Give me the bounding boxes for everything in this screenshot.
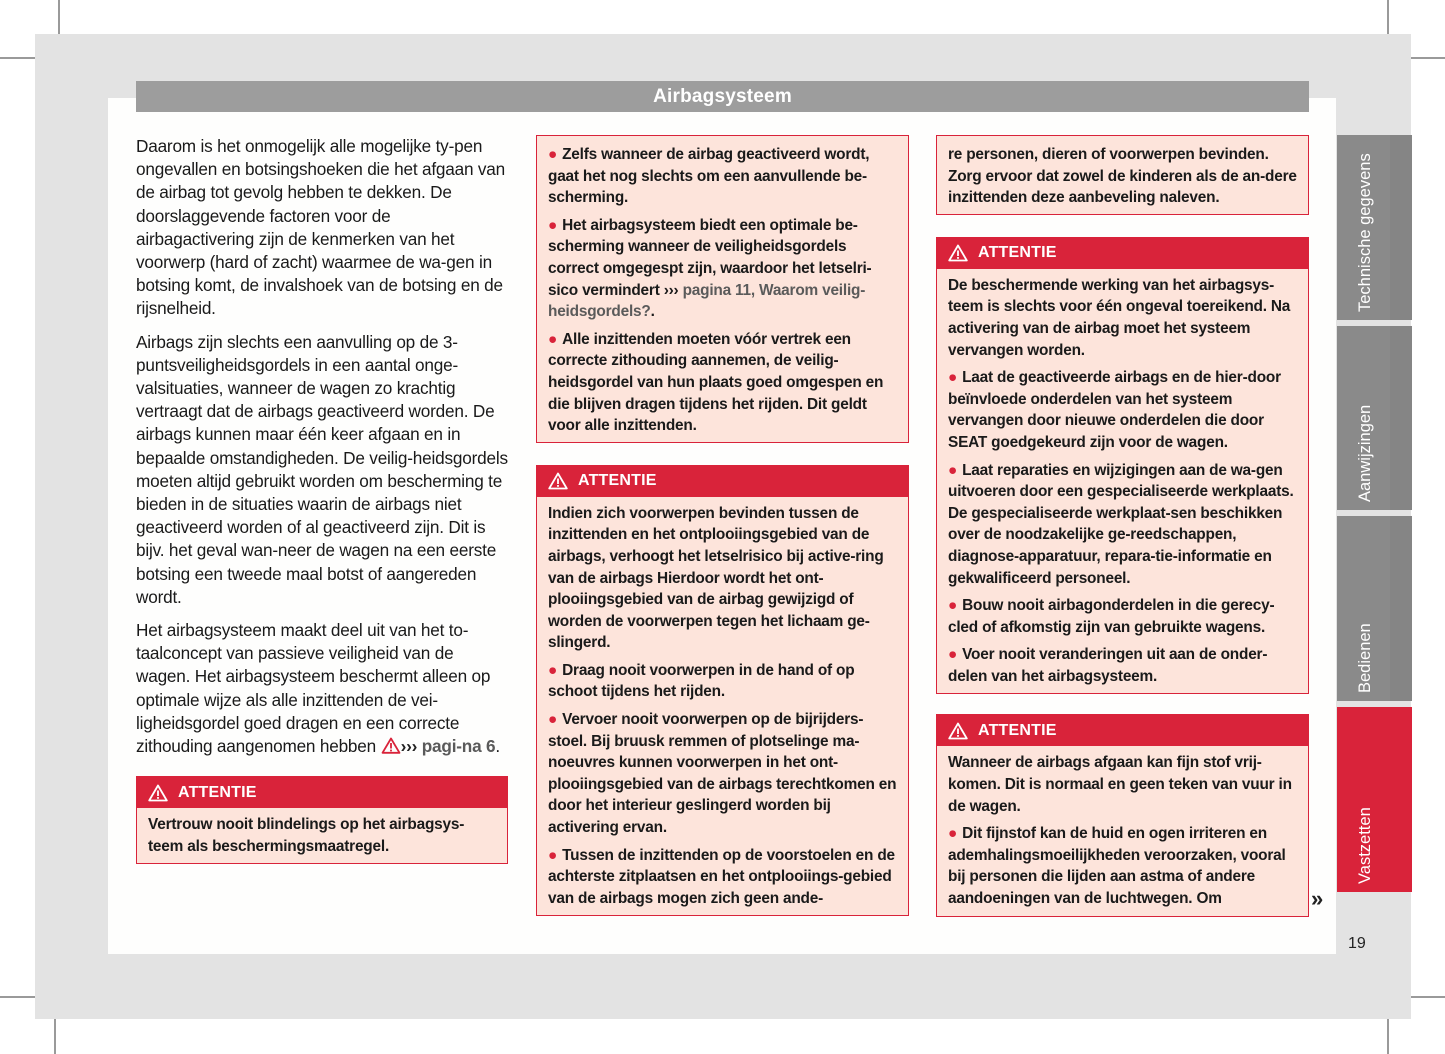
bullet-item [948,367,1297,453]
bullet-item [948,460,1297,590]
bullet-text: Bouw nooit airbagonderdelen in die gerecy-cled of afkomstig zijn van gebruikte wagens. [948,597,1275,636]
side-tab-label: Aanwijzingen [1356,404,1374,502]
bullet-icon: ● [548,330,558,348]
column-2 [536,135,909,936]
side-tab-bedienen[interactable] [1337,516,1412,701]
paragraph [136,619,508,758]
bullet-icon: ● [948,825,958,843]
reference-arrow-icon: ››› [400,736,418,757]
page-number: 19 [1348,935,1366,952]
bullet-item [548,215,897,323]
warning-triangle-icon [381,737,401,754]
tab-shade [1390,516,1412,701]
bullet-item [548,660,897,703]
punctuation: . [495,736,500,757]
bullet-item [548,144,897,209]
side-tab-vastzetten[interactable] [1337,707,1412,892]
column-3 [936,135,1309,937]
continue-arrow-icon: » [1311,886,1324,911]
tab-shade [1390,135,1412,320]
tab-shade [1390,326,1412,510]
bullet-icon: ● [548,846,558,864]
warning-box [536,465,909,917]
paragraph-text: Het airbagsysteem maakt deel uit van het to-taalconcept van passieve veiligheid van de wagen. Het airbagsysteem beschermt alleen op optimale wijze als alle inzittenden de vei-ligheidsgordel goed dragen en een correcte zithouding aangenomen hebben [136,620,491,757]
warning-triangle-icon [948,244,968,262]
bullet-icon: ● [548,216,558,234]
bullet-item [548,709,897,839]
warning-heading: ATTENTIE [978,244,1057,262]
warning-box-header [137,777,507,808]
warning-box-body [537,136,908,442]
bullet-text: Tussen de inzittenden op de voorstoelen en de achterste zitplaatsen en het ontplooiings-gebied van de airbags mogen zich geen ande- [548,846,895,907]
warning-triangle-icon [548,472,568,490]
bullet-text: Dit fijnstof kan de huid en ogen irriteren en ademhalingsmoeilijkheden veroorzaken, vooral bij personen die lijden aan astma of andere aandoeningen van de luchtwegen. Om [948,825,1286,908]
warning-heading: ATTENTIE [178,783,257,801]
bullet-item [948,823,1297,909]
reference-arrow-icon: ››› [663,281,679,299]
warning-box-body [137,808,507,863]
warning-box-continued [536,135,909,443]
warning-text: re personen, dieren of voorwerpen bevinden. Zorg ervoor dat zowel de kinderen als de an-dere inzittenden deze aanbeveling naleven. [948,146,1297,207]
bullet-text: Het airbagsysteem biedt een optimale be-scherming wanneer de veiligheidsgordels correct omgegespt zijn, waardoor het letselri-sico vermindert [548,216,872,299]
side-tab-label: Bedienen [1356,623,1374,693]
paragraph: Airbags zijn slechts een aanvulling op de 3-puntsveiligheidsgordels in een aantal onge-valsituaties, wanneer de wagen zo krachtig vertraagt dat de airbags geactiveerd worden. De airbags kunnen maar één keer afgaan en in bepaalde omstandigheden. De veilig-heidsgordels moeten altijd gebruikt worden om bescherming te bieden in de situaties waarin de airbags niet geactiveerd worden of al geactiveerd zijn. Dit is bijv. het geval wan-neer de wagen na een eerste botsing een tweede maal botst of aangereden wordt. [136,331,508,607]
warning-text: Vertrouw nooit blindelings op het airbagsys-teem als beschermingsmaatregel. [148,816,465,855]
warning-box [936,237,1309,695]
warning-intro: Wanneer de airbags afgaan kan fijn stof vrij-komen. Dit is normaal en geen teken van vuur in de wagen. [948,754,1292,815]
bullet-text: Voer nooit veranderingen uit aan de onder-delen van het airbagsysteem. [948,646,1268,685]
side-tab-aanwijzingen[interactable] [1337,326,1412,510]
crop-mark [0,57,40,59]
warning-box-body [937,746,1308,915]
bullet-item [948,595,1297,638]
warning-box [136,776,508,864]
punctuation: . [650,303,655,321]
warning-box-header [937,715,1308,746]
bullet-icon: ● [548,711,558,729]
crop-mark [0,996,40,998]
bullet-icon: ● [948,646,958,664]
side-tab-label: Technische gegevens [1356,153,1374,312]
bullet-text: Laat de geactiveerde airbags en de hier-door beïnvloede onderdelen van het systeem vervangen door nieuwe onderdelen die door SEAT goedgekeurd zijn voor de wagen. [948,369,1281,451]
warning-intro: Indien zich voorwerpen bevinden tussen de inzittenden en het ontplooiingsgebied van de airbags, verhoogt het letselrisico bij active-ring van de airbags Hierdoor wordt het ont-plooiingsgebied van de airbag gewijzigd of worden de voorwerpen tegen het lichaam ge-slingerd. [548,504,884,652]
warning-intro: De beschermende werking van het airbagsys-teem is slechts voor één ongeval toereikend. Na activering van de airbag moet het systeem vervangen worden. [948,276,1291,359]
bullet-text: Alle inzittenden moeten vóór vertrek een correcte zithouding aannemen, de veilig-heidsgordel van hun plaats goed omgespen en die blijven dragen tijdens het rijden. Dit geldt voor alle inzittenden. [548,330,884,435]
bullet-text: Draag nooit voorwerpen in de hand of op schoot tijdens het rijden. [548,661,855,701]
warning-box [936,714,1309,916]
warning-box-body [937,136,1308,214]
page-reference-link[interactable]: pagina 11, Waarom veilig-heidsgordels? [548,281,866,321]
column-1 [136,135,508,884]
warning-box-body [937,269,1308,694]
bullet-item [548,329,897,437]
bullet-text: Laat reparaties en wijzigingen aan de wa-gen uitvoeren door een gespecialiseerde werkplaats. De gespecialiseerde werkplaat-sen beschikken over de noodzakelijke ge-reedschappen, diagnose-apparatuur, repara-tie-informatie en gekwalificeerd personeel. [948,461,1294,587]
warning-heading: ATTENTIE [578,472,657,490]
side-tab-label: Vastzetten [1356,807,1374,884]
bullet-item [548,845,897,910]
bullet-text: Zelfs wanneer de airbag geactiveerd wordt, gaat het nog slechts om een aanvullende be-scherming. [548,146,870,207]
bullet-text: Vervoer nooit voorwerpen op de bijrijders-stoel. Bij bruusk remmen of plotselinge ma-noeuvres kunnen voorwerpen in het ont-plooiingsgebied van de airbags terechtkomen en door het interieur geslingerd worden bij activering ervan. [548,711,897,837]
section-title: Airbagsysteem [136,81,1309,112]
page-reference-link[interactable]: pagi-na 6 [421,736,496,757]
paragraph: Daarom is het onmogelijk alle mogelijke ty-pen ongevallen en botsingshoeken die het afgaan van de airbag tot gevolg hebben te dekken. De doorslaggevende factoren voor de airbagactivering zijn de kenmerken van het voorwerp (hard of zacht) waarmee de wa-gen in botsing komt, de invalshoek van de botsing en de rijsnelheid. [136,136,506,319]
bullet-icon: ● [548,146,558,163]
warning-box-continued [936,135,1309,215]
bullet-icon: ● [948,369,958,387]
bullet-icon: ● [548,661,558,679]
warning-heading: ATTENTIE [978,721,1057,739]
warning-box-header [937,238,1308,269]
warning-triangle-icon [948,722,968,740]
warning-box-header [537,466,908,497]
bullet-icon: ● [948,461,958,479]
bullet-icon: ● [948,597,958,615]
warning-triangle-icon [148,784,168,802]
bullet-item [948,644,1297,687]
side-tab-technische-gegevens[interactable] [1337,135,1412,320]
warning-box-body [537,497,908,916]
